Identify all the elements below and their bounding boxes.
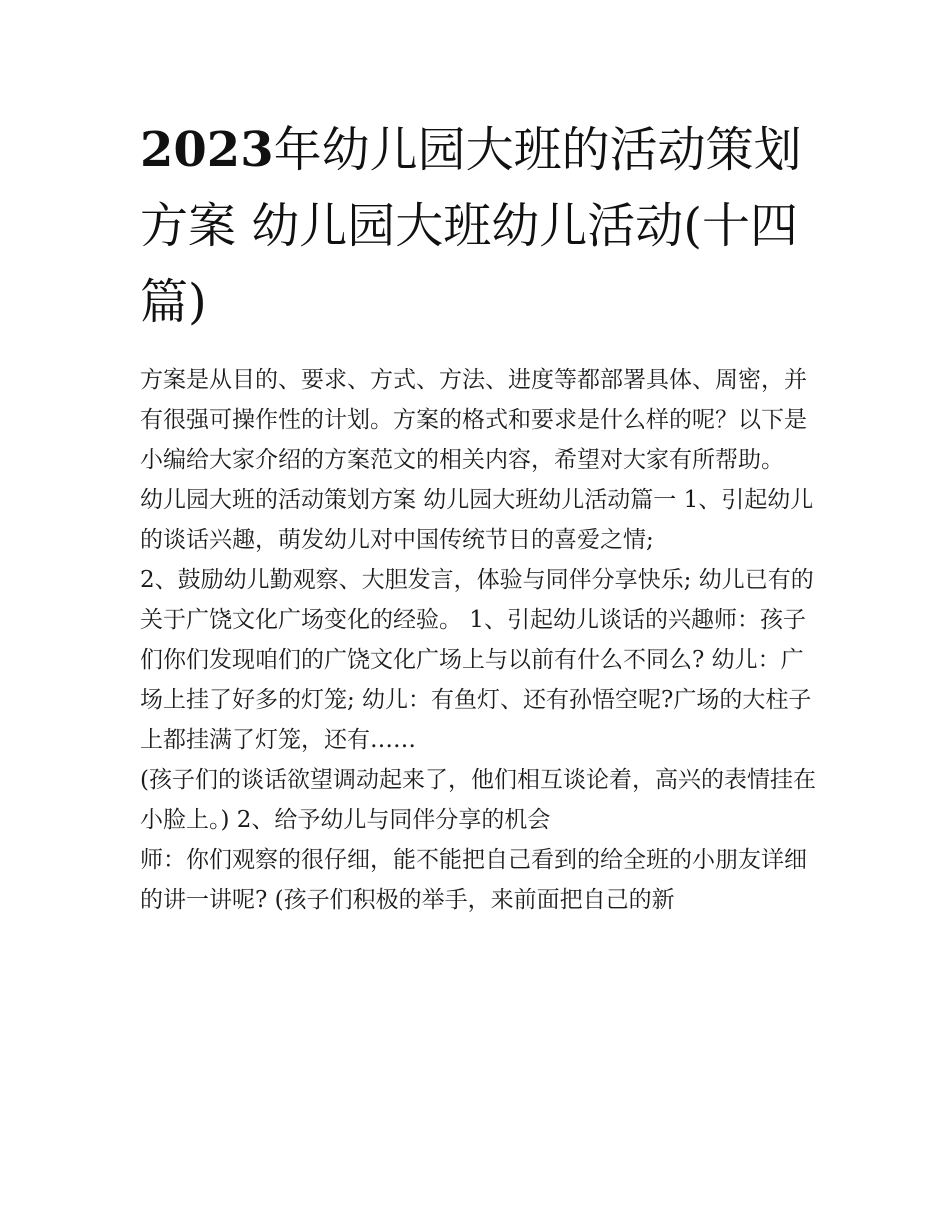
- paragraph-intro: 方案是从目的、要求、方式、方法、进度等都部署具体、周密，并有很强可操作性的计划。方案的格式和要求是什么样的呢？以下是小编给大家介绍的方案范文的相关内容，希望对大家有所帮助。: [140, 367, 807, 473]
- paragraph-activity-2: (孩子们的谈话欲望调动起来了，他们相互谈论着，高兴的表情挂在小脸上。) 2、给予幼儿与同伴分享的机会: [140, 767, 816, 833]
- paragraph-activity-1: 2、鼓励幼儿勤观察、大胆发言，体验与同伴分享快乐; 幼儿已有的关于广饶文化广场变化的经验。 1、引起幼儿谈话的兴趣师：孩子们你们发现咱们的广饶文化广场上与以前有什么不同么? 幼儿：广场上挂了好多的灯笼; 幼儿：有鱼灯、还有孙悟空呢?广场的大柱子上都挂满了灯笼，还有……: [140, 567, 814, 753]
- paragraph-activity-3: 师：你们观察的很仔细，能不能把自己看到的给全班的小朋友详细的讲一讲呢? (孩子们积极的举手，来前面把自己的新: [140, 847, 807, 913]
- document-page: [140, 112, 820, 920]
- document-title: [140, 112, 820, 340]
- paragraph-goals: 幼儿园大班的活动策划方案 幼儿园大班幼儿活动篇一 1、引起幼儿的谈话兴趣，萌发幼儿对中国传统节日的喜爱之情;: [140, 487, 814, 553]
- document-body: [140, 360, 820, 920]
- title-text: 年幼儿园大班的活动策划方案 幼儿园大班幼儿活动(十四篇): [140, 122, 802, 330]
- title-year: 2023: [140, 122, 274, 178]
